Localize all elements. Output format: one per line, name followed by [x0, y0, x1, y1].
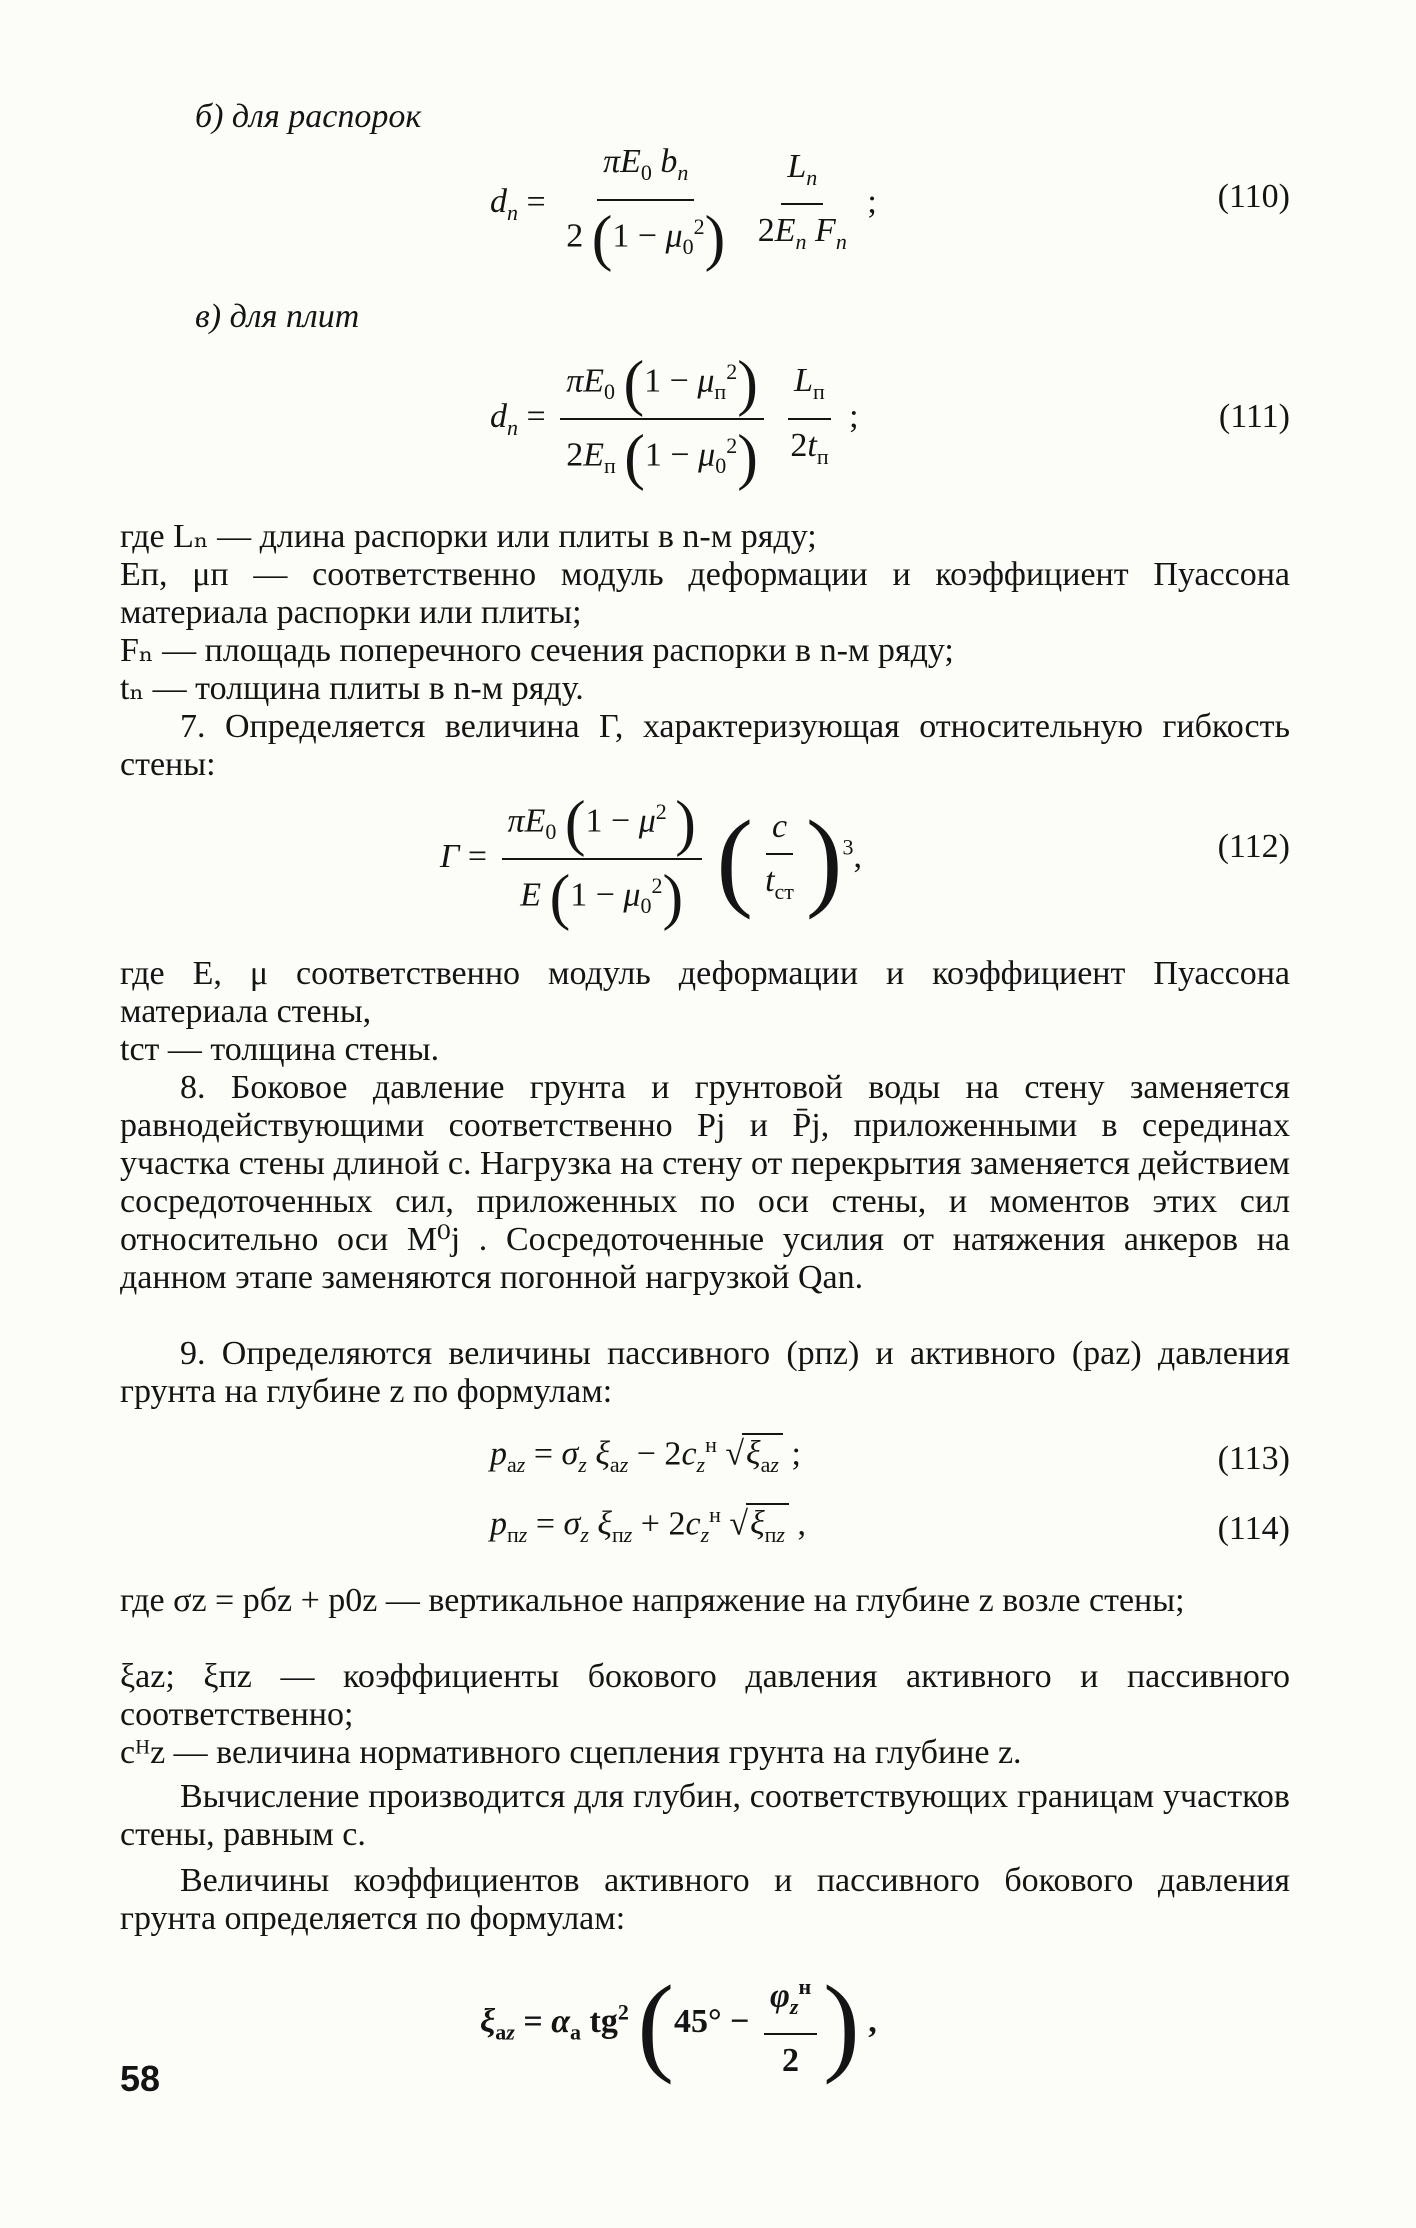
formula-113: $p_{az} = \sigma_z$ $\xi_{az} - 2c_z^н$ $√\xi_{az}$ ; [490, 1432, 801, 1478]
definition-sigma-z: где σz = pбz + p0z — вертикальное напряжение на глубине z возле стены; [120, 1582, 1185, 1619]
equation-number-113: (113) [1217, 1440, 1290, 1477]
item-8: 8. Боковое давление грунта и грунтовой воды на стену заменяется равнодействующими соответственно Pj и P̄j, приложенными в серединах участка стены длиной c. Нагрузка на стену от перекрытия заменяется действием сосредоточенных сил, приложенных по оси стены, и моментов этих сил относительно оси M⁰j . Сосредоточенные усилия от натяжения анкеров на данном этапе заменяются погонной нагрузкой Qan. [120, 1069, 1290, 1296]
heading-struts: б) для распорок [195, 98, 422, 135]
coefficient-note: Величины коэффициентов активного и пассивного бокового давления грунта определяется по формулам: [120, 1862, 1290, 1937]
formula-114: $p_{пz} = \sigma_z$ $\xi_{пz} + 2c_z^н$ $√\xi_{пz}$ , [490, 1502, 806, 1548]
equation-number-111: (111) [1218, 398, 1290, 435]
equation-number-110: (110) [1217, 178, 1290, 215]
definition-Ln: где Lₙ — длина распорки или плиты в n-м ряду; [120, 518, 817, 555]
definition-Fn: Fₙ — площадь поперечного сечения распорки в n-м ряду; [120, 632, 954, 669]
page-number: 58 [120, 2058, 161, 2099]
item-7: 7. Определяется величина Г, характеризующая относительную гибкость стены: [120, 708, 1290, 783]
formula-xi-az: $\xi_{az} = \alpha_a$ $tg^2$ (45° − $\frac{\varphi_z^н}{2}$ ) , [480, 1963, 877, 2086]
calculation-note: Вычисление производится для глубин, соответствующих границам участков стены, равным c. [120, 1778, 1290, 1853]
equation-number-114: (114) [1217, 1510, 1290, 1547]
definition-tst: tст — толщина стены. [120, 1031, 440, 1068]
item-9: 9. Определяются величины пассивного (pпz) и активного (paz) давления грунта на глубине z по формулам: [120, 1335, 1290, 1410]
definition-tn: tₙ — толщина плиты в n-м ряду. [120, 670, 584, 707]
definition-E-mu: где E, μ соответственно модуль деформации и коэффициент Пуассона материала стены, [120, 955, 1290, 1030]
formula-111: $d_n$ = $\frac{\pi E_0 (1 - \mu_п^2)}{2E_п (1 - \mu_0^2)}$ $\frac{L_п}{2t_п}$ ; [490, 349, 859, 492]
formula-112: Г = $\frac{\pi E_0 (1 - \mu^2 )}{E (1 - \mu_0^2)}$ ( $\frac{c}{t_{ст}}$ )$^3$, [440, 789, 863, 932]
equation-number-112: (112) [1217, 828, 1290, 865]
formula-110: $d_n$ = $\frac{\pi E_0 b_n}{2 (1 - \mu_0^2)}$ $\frac{L_n}{2E_n F_n}$ ; [490, 140, 877, 269]
definition-cz: cᴴz — величина нормативного сцепления грунта на глубине z. [120, 1734, 1022, 1771]
definition-xi: ξaz; ξпz — коэффициенты бокового давления активного и пассивного соответственно; [120, 1658, 1290, 1733]
heading-plates: в) для плит [195, 298, 360, 335]
definition-En-mun: Eп, μп — соответственно модуль деформации и коэффициент Пуассона материала распорки или плиты; [120, 556, 1290, 631]
